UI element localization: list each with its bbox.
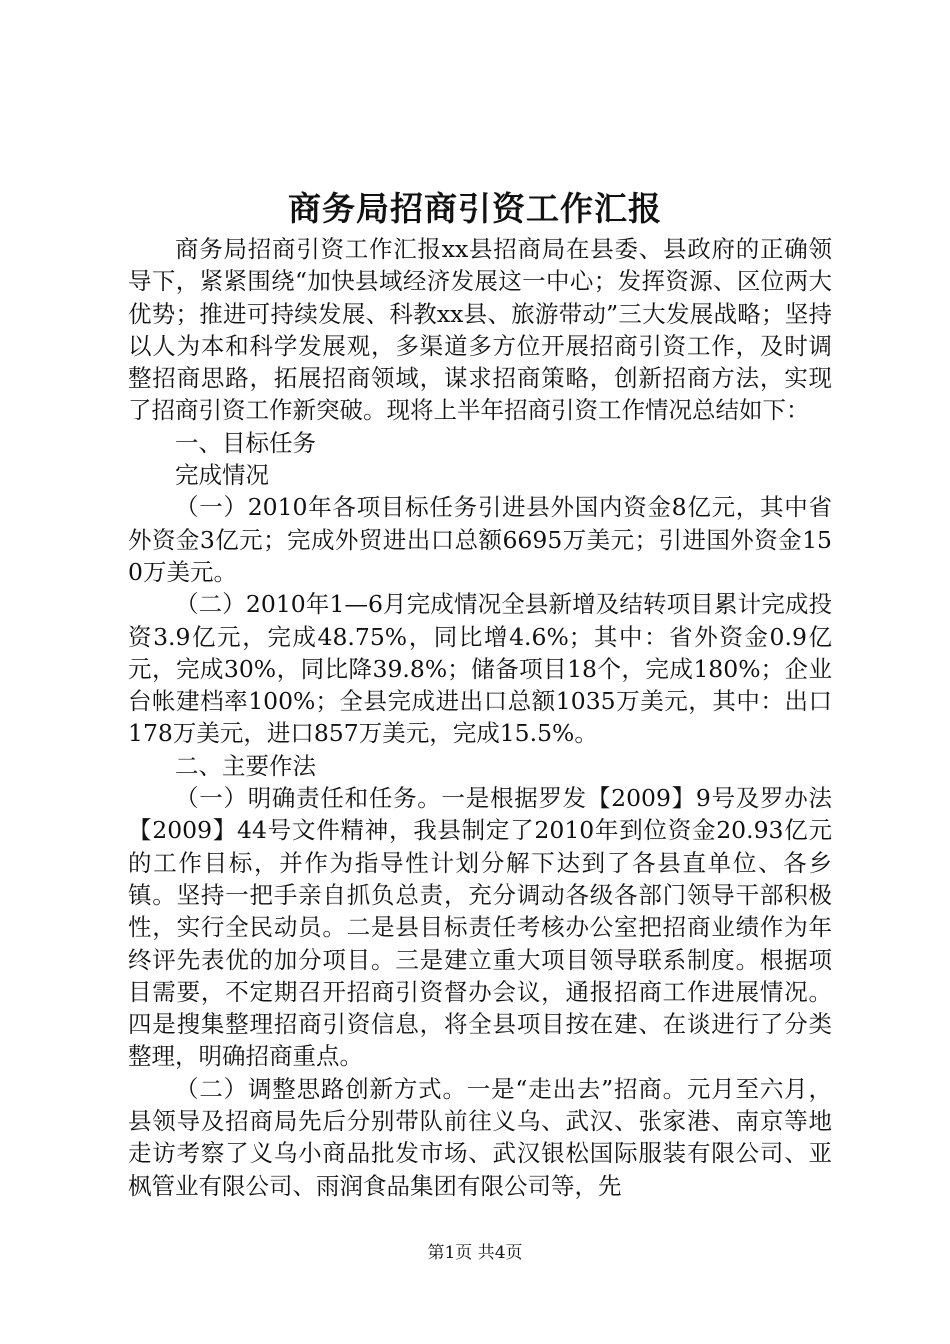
section-heading-methods: 二、主要作法 <box>175 751 316 780</box>
paragraph-responsibility: （一）明确责任和任务。一是根据罗发【2009】9号及罗办法【2009】44号文件精神，我县制定了2010年到位资金20.93亿元的工作目标，并作为指导性计划分解下达到了各县直单位、各乡镇。坚持一把手亲自抓负总责，充分调动各级各部门领导干部积极性，实行全民动员。二是县目标责任考核办公室把招商业绩作为年终评先表优的加分项目。三是建立重大项目领导联系制度。根据项目需要，不定期召开招商引资督办会议，通报招商工作进展情况。四是搜集整理招商引资信息，将全县项目按在建、在谈进行了分类整理，明确招商重点。 <box>128 784 832 1071</box>
page-number-footer: 第1页 共4页 <box>427 1243 523 1263</box>
subheading-completion: 完成情况 <box>175 461 269 490</box>
document-title: 商务局招商引资工作汇报 <box>288 189 662 228</box>
intro-paragraph: 商务局招商引资工作汇报xx县招商局在县委、县政府的正确领导下，紧紧围绕“加快县域经济发展这一中心；发挥资源、区位两大优势；推进可持续发展、科教xx县、旅游带动”三大发展战略；坚持以人为本和科学发展观，多渠道多方位开展招商引资工作，及时调整招商思路，拓展招商领域，谋求招商策略，创新招商方法，实现了招商引资工作新突破。现将上半年招商引资工作情况总结如下： <box>128 235 832 425</box>
section-heading-targets: 一、目标任务 <box>175 428 316 457</box>
paragraph-completion-h1: （二）2010年1—6月完成情况全县新增及结转项目累计完成投资3.9亿元，完成48.75%，同比增4.6%；其中：省外资金0.9亿元，完成30%，同比降39.8%；储备项目18个，完成180%；企业台帐建档率100%；全县完成进出口总额1035万美元，其中：出口178万美元，进口857万美元，完成15.5%。 <box>128 590 832 748</box>
paragraph-targets-2010: （一）2010年各项目标任务引进县外国内资金8亿元，其中省外资金3亿元；完成外贸进出口总额6695万美元；引进国外资金150万美元。 <box>128 493 832 586</box>
document-body <box>128 233 832 1202</box>
paragraph-new-approach: （二）调整思路创新方式。一是“走出去”招商。元月至六月，县领导及招商局先后分别带队前往义乌、武汉、张家港、南京等地走访考察了义乌小商品批发市场、武汉银松国际服装有限公司、亚枫管业有限公司、雨润食品集团有限公司等，先 <box>128 1074 832 1200</box>
